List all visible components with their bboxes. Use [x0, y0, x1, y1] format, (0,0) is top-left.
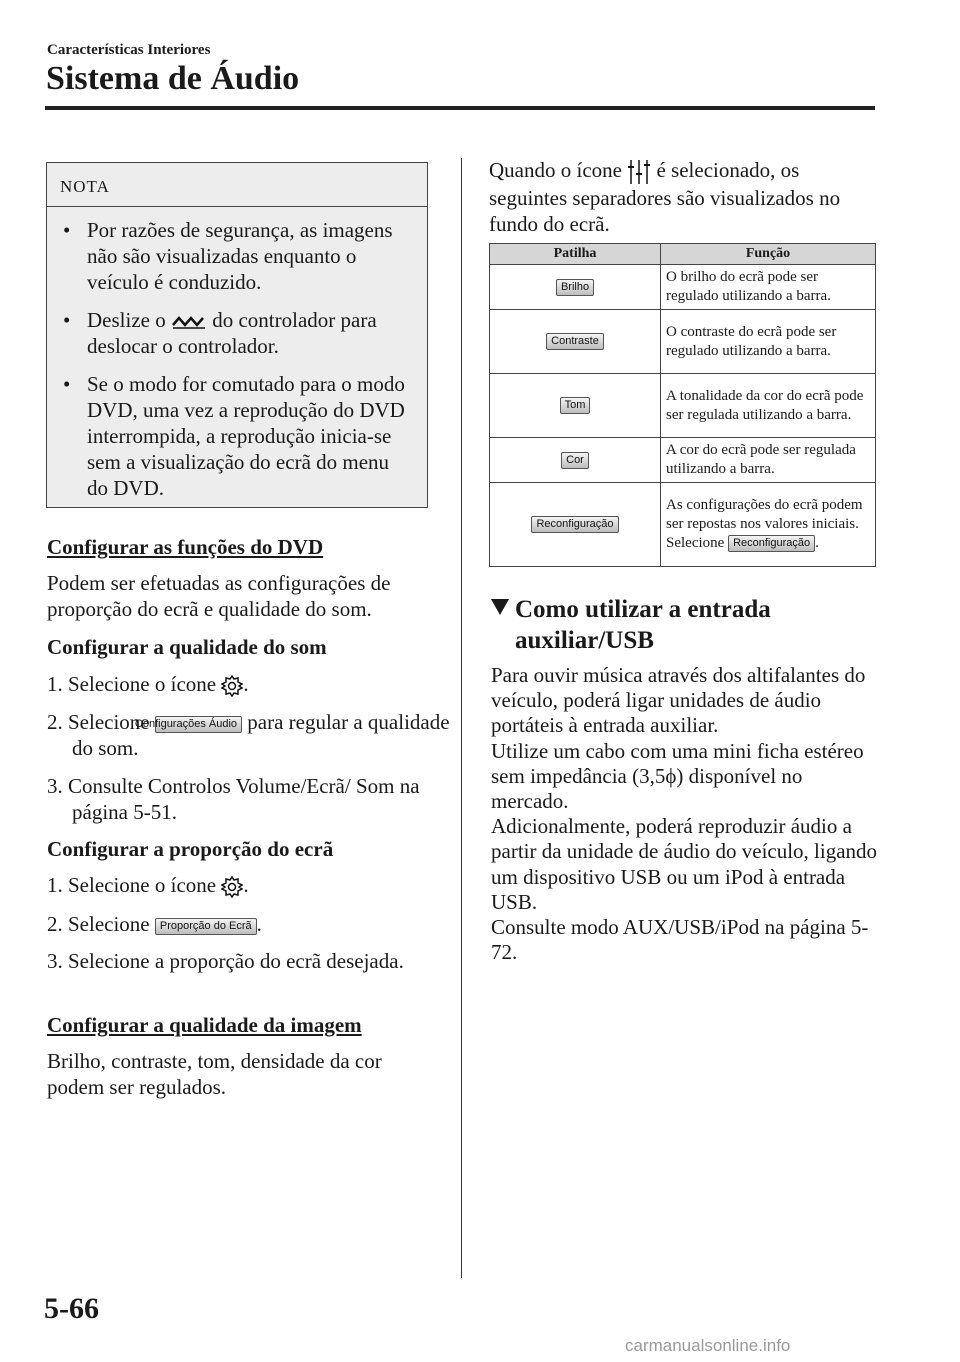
brightness-tab-button[interactable]: Brilho — [556, 279, 594, 296]
heading-text: Como utilizar a entrada — [515, 596, 771, 623]
heading-image-quality: Configurar a qualidade da imagem — [47, 1013, 362, 1037]
table-cell: A tonalidade da cor do ecrã pode ser regulada utilizando a barra. — [661, 374, 876, 438]
step-3: 3. Selecione a proporção do ecrã desejada. — [47, 949, 404, 973]
note-item — [63, 371, 413, 501]
cell-text: Selecione — [666, 535, 725, 551]
reset-button[interactable]: Reconfiguração — [728, 535, 815, 552]
section-heading-aux-usb — [491, 594, 771, 656]
step-1: 1. Selecione o ícone . — [47, 672, 249, 696]
note-text: Por razões de segurança, as imagens não são visualizadas enquanto o veículo é conduzido. — [87, 218, 393, 294]
triangle-down-icon — [491, 599, 509, 615]
paragraph: Brilho, contraste, tom, densidade da cor podem ser regulados. — [47, 1049, 382, 1099]
table-cell: A cor do ecrã pode ser regulada utilizando a barra. — [661, 438, 876, 483]
tab-function-table — [489, 243, 876, 567]
intro-text: é selecionado, os seguintes separadores são visualizados no fundo do ecrã. — [489, 158, 841, 237]
paragraph: Podem ser efetuadas as configurações de proporção do ecrã e qualidade do som. — [47, 571, 391, 621]
color-tab-button[interactable]: Cor — [561, 452, 589, 469]
table-header-function: Função — [661, 244, 876, 265]
bullet-icon: • — [63, 308, 71, 332]
heading-screen-ratio: Configurar a proporção do ecrã — [47, 837, 334, 861]
note-item — [63, 307, 413, 359]
table-cell: As configurações do ecrã podem ser repostas nos valores iniciais. Selecione Reconfiguração . — [661, 483, 876, 567]
tone-tab-button[interactable]: Tom — [560, 397, 591, 414]
note-item — [63, 217, 413, 295]
note-list — [47, 207, 427, 501]
page-number: 5-66 — [44, 1292, 99, 1325]
slide-controller-icon — [171, 315, 207, 329]
table-row — [490, 438, 876, 483]
step-2 — [47, 709, 457, 761]
intro-paragraph — [489, 157, 877, 237]
screen-ratio-button[interactable]: Proporção do Ecrã — [155, 918, 257, 935]
reset-tab-button[interactable]: Reconfiguração — [531, 516, 618, 533]
paragraph: Para ouvir música através dos altifalantes do veículo, poderá ligar unidades de áudio portáteis à entrada auxiliar. — [491, 663, 866, 738]
heading-text: auxiliar/USB — [515, 627, 654, 654]
table-row — [490, 483, 876, 567]
cell-text: As configurações do ecrã podem ser repostas nos valores iniciais. — [666, 497, 863, 532]
section-label: Características Interiores — [47, 42, 211, 58]
note-box — [46, 162, 428, 508]
step-text: para regular a qualidade do som. — [72, 710, 450, 760]
table-cell: O brilho do ecrã pode ser regulado utilizando a barra. — [661, 265, 876, 310]
watermark: carmanualsonline.info — [625, 1336, 791, 1355]
bullet-icon: • — [63, 372, 71, 396]
note-text: Se o modo for comutado para o modo DVD, uma vez a reprodução do DVD interrompida, a reprodução inicia-se sem a visualização do ecrã do menu do DVD. — [87, 372, 405, 500]
step-text: 2. Selecione — [47, 912, 150, 936]
step-2: 2. Selecione Proporção do Ecrã . — [47, 912, 262, 936]
table-row — [490, 374, 876, 438]
step-text: 2. Selecione — [47, 710, 150, 734]
paragraph: Adicionalmente, poderá reproduzir áudio a partir da unidade de áudio do veículo, ligando um dispositivo USB ou um iPod à entrada USB. — [491, 814, 878, 914]
note-text: do controlador para deslocar o controlador. — [87, 308, 377, 358]
note-text: Deslize o — [87, 308, 166, 332]
page-title: Sistema de Áudio — [46, 60, 300, 97]
heading-sound: Configurar a qualidade do som — [47, 635, 327, 659]
settings-gear-icon — [221, 876, 243, 898]
note-title: NOTA — [47, 163, 427, 207]
table-row — [490, 265, 876, 310]
column-divider — [461, 158, 462, 1278]
table-cell: O contraste do ecrã pode ser regulado utilizando a barra. — [661, 310, 876, 374]
step-text: 1. Selecione o ícone — [47, 672, 217, 696]
paragraph: Utilize um cabo com uma mini ficha estéreo sem impedância (3,5ϕ) disponível no mercado. — [491, 738, 864, 814]
intro-text: Quando o ícone — [489, 158, 622, 182]
step-1: 1. Selecione o ícone . — [47, 873, 249, 897]
audio-settings-button[interactable]: Configurações Áudio — [155, 716, 242, 733]
aux-paragraph — [491, 663, 879, 965]
header-rule — [45, 106, 875, 110]
step-3: 3. Consulte Controlos Volume/Ecrã/ Som na página 5-51. — [47, 774, 420, 824]
phi-symbol: ϕ — [665, 763, 677, 788]
table-row — [490, 310, 876, 374]
equalizer-icon — [627, 159, 651, 185]
contrast-tab-button[interactable]: Contraste — [546, 333, 604, 350]
heading-config-dvd: Configurar as funções do DVD — [47, 535, 324, 559]
settings-gear-icon — [221, 675, 243, 697]
step-text: 1. Selecione o ícone — [47, 873, 217, 897]
bullet-icon: • — [63, 218, 71, 242]
paragraph: Consulte modo AUX/USB/iPod na página 5-72. — [491, 915, 869, 965]
table-header-tab: Patilha — [490, 244, 661, 265]
